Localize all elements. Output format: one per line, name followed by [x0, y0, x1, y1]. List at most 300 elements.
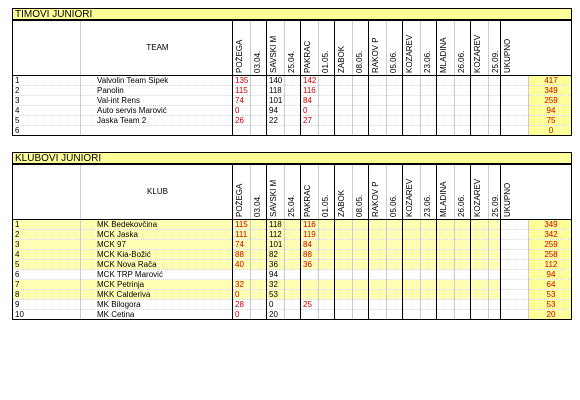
empty-cell	[471, 220, 489, 230]
table-row	[13, 250, 572, 260]
empty-cell	[353, 220, 369, 230]
table-row	[13, 240, 572, 250]
spacer-cell	[501, 126, 529, 136]
empty-cell	[489, 300, 501, 310]
score-cell: 101	[267, 240, 285, 250]
empty-cell	[267, 126, 285, 136]
column-header	[387, 165, 403, 220]
empty-cell	[421, 96, 437, 106]
column-header-label: KOZAREV	[473, 178, 482, 217]
empty-cell	[471, 96, 489, 106]
score-cell: 20	[267, 310, 285, 320]
empty-cell	[403, 260, 421, 270]
score-cell: 101	[267, 96, 285, 106]
empty-cell	[489, 240, 501, 250]
empty-cell	[251, 260, 267, 270]
column-header-label: KOZAREV	[405, 178, 414, 217]
empty-cell	[285, 126, 301, 136]
name-cell: Val-int Rens	[81, 96, 233, 106]
empty-cell	[387, 300, 403, 310]
empty-cell	[471, 280, 489, 290]
score-cell: 84	[301, 240, 319, 250]
rank-cell: 6	[13, 270, 81, 280]
name-cell: MCK Petrinja	[81, 280, 233, 290]
column-header-label: 08.05.	[355, 194, 364, 217]
empty-cell	[319, 76, 335, 86]
table-row	[13, 260, 572, 270]
spacer-cell	[501, 270, 529, 280]
total-cell: 75	[529, 116, 572, 126]
empty-cell	[421, 116, 437, 126]
total-cell: 112	[529, 260, 572, 270]
score-cell: 32	[267, 280, 285, 290]
table-row	[13, 230, 572, 240]
empty-cell	[319, 290, 335, 300]
empty-cell	[403, 116, 421, 126]
empty-cell	[471, 230, 489, 240]
score-cell: 0	[267, 300, 285, 310]
empty-cell	[251, 250, 267, 260]
total-cell: 349	[529, 220, 572, 230]
name-cell: MKK Calderiva	[81, 290, 233, 300]
empty-cell	[251, 270, 267, 280]
empty-cell	[455, 240, 471, 250]
empty-cell	[455, 310, 471, 320]
rank-cell: 7	[13, 280, 81, 290]
rank-cell: 2	[13, 230, 81, 240]
empty-cell	[335, 96, 353, 106]
clubs-title: KLUBOVI JUNIORI	[12, 152, 572, 164]
column-header	[403, 165, 421, 220]
score-cell: 82	[267, 250, 285, 260]
column-header	[403, 21, 421, 76]
column-header-label: 05.06.	[389, 194, 398, 217]
total-cell: 94	[529, 106, 572, 116]
empty-cell	[455, 290, 471, 300]
empty-cell	[403, 300, 421, 310]
empty-cell	[421, 280, 437, 290]
column-header-label: 23.06.	[423, 50, 432, 73]
empty-cell	[335, 270, 353, 280]
rank-header	[13, 21, 81, 76]
score-cell: 74	[233, 96, 251, 106]
empty-cell	[437, 260, 455, 270]
column-header-label: PAKRAC	[303, 40, 312, 73]
column-header	[455, 165, 471, 220]
column-header-label: 25.04.	[287, 50, 296, 73]
name-cell: MK Cetina	[81, 310, 233, 320]
rank-cell: 6	[13, 126, 81, 136]
empty-cell	[437, 240, 455, 250]
column-header-label: KOZAREV	[473, 34, 482, 73]
table-row	[13, 86, 572, 96]
table-row	[13, 116, 572, 126]
score-cell: 28	[233, 300, 251, 310]
empty-cell	[335, 86, 353, 96]
column-header	[455, 21, 471, 76]
empty-cell	[335, 260, 353, 270]
empty-cell	[369, 86, 387, 96]
clubs-section	[12, 152, 572, 320]
empty-cell	[319, 250, 335, 260]
column-header	[369, 165, 387, 220]
column-header	[267, 165, 285, 220]
empty-cell	[285, 96, 301, 106]
empty-cell	[319, 126, 335, 136]
name-cell: MK Bedekovčina	[81, 220, 233, 230]
column-header	[421, 165, 437, 220]
table-row	[13, 220, 572, 230]
empty-cell	[353, 260, 369, 270]
empty-cell	[387, 96, 403, 106]
empty-cell	[319, 230, 335, 240]
table-row	[13, 310, 572, 320]
name-cell: Valvolin Team Sipek	[81, 76, 233, 86]
score-cell: 111	[233, 230, 251, 240]
empty-cell	[319, 270, 335, 280]
empty-cell	[403, 310, 421, 320]
empty-cell	[369, 106, 387, 116]
score-cell: 0	[233, 310, 251, 320]
empty-cell	[471, 260, 489, 270]
rank-cell: 4	[13, 250, 81, 260]
total-cell: 259	[529, 240, 572, 250]
name-cell: Panolin	[81, 86, 233, 96]
empty-cell	[335, 106, 353, 116]
spacer-cell	[501, 96, 529, 106]
empty-cell	[353, 300, 369, 310]
empty-cell	[335, 240, 353, 250]
empty-cell	[251, 220, 267, 230]
empty-cell	[437, 116, 455, 126]
empty-cell	[437, 230, 455, 240]
empty-cell	[421, 290, 437, 300]
column-header-label: 08.05.	[355, 50, 364, 73]
column-header-label: 26.06.	[457, 50, 466, 73]
rank-cell: 4	[13, 106, 81, 116]
empty-cell	[335, 280, 353, 290]
empty-cell	[437, 280, 455, 290]
empty-cell	[285, 86, 301, 96]
name-header: TEAM	[81, 21, 233, 76]
empty-cell	[319, 260, 335, 270]
empty-cell	[421, 126, 437, 136]
empty-cell	[353, 230, 369, 240]
spacer-cell	[501, 220, 529, 230]
empty-cell	[353, 106, 369, 116]
empty-cell	[301, 280, 319, 290]
column-header-label: 25.04.	[287, 194, 296, 217]
table-row	[13, 280, 572, 290]
total-cell: 342	[529, 230, 572, 240]
empty-cell	[319, 240, 335, 250]
column-header-label: KOZAREV	[405, 34, 414, 73]
empty-cell	[353, 86, 369, 96]
empty-cell	[471, 300, 489, 310]
empty-cell	[421, 260, 437, 270]
score-cell: 36	[301, 260, 319, 270]
table-row	[13, 96, 572, 106]
empty-cell	[437, 76, 455, 86]
name-cell: MCK Kia-Božić	[81, 250, 233, 260]
spacer-cell	[501, 106, 529, 116]
empty-cell	[455, 220, 471, 230]
empty-cell	[471, 310, 489, 320]
empty-cell	[369, 310, 387, 320]
empty-cell	[251, 86, 267, 96]
empty-cell	[489, 310, 501, 320]
rank-cell: 1	[13, 76, 81, 86]
rank-cell: 1	[13, 220, 81, 230]
header-row	[13, 165, 572, 220]
column-header-label: UKUPNO	[503, 182, 512, 217]
teams-section	[12, 8, 572, 136]
empty-cell	[489, 280, 501, 290]
empty-cell	[387, 270, 403, 280]
empty-cell	[437, 106, 455, 116]
empty-cell	[437, 96, 455, 106]
empty-cell	[387, 126, 403, 136]
empty-cell	[421, 106, 437, 116]
rank-cell: 9	[13, 300, 81, 310]
empty-cell	[403, 220, 421, 230]
score-cell: 27	[301, 116, 319, 126]
score-cell: 40	[233, 260, 251, 270]
empty-cell	[335, 250, 353, 260]
score-cell: 135	[233, 76, 251, 86]
column-header	[437, 165, 455, 220]
empty-cell	[251, 300, 267, 310]
empty-cell	[387, 250, 403, 260]
score-cell: 0	[301, 106, 319, 116]
column-header-label: 23.06.	[423, 194, 432, 217]
empty-cell	[455, 230, 471, 240]
empty-cell	[285, 220, 301, 230]
empty-cell	[319, 86, 335, 96]
empty-cell	[421, 240, 437, 250]
empty-cell	[353, 126, 369, 136]
empty-cell	[369, 250, 387, 260]
empty-cell	[403, 270, 421, 280]
empty-cell	[455, 250, 471, 260]
score-cell: 36	[267, 260, 285, 270]
empty-cell	[489, 126, 501, 136]
column-header-label: POŽEGA	[235, 183, 244, 217]
name-cell: MCK TRP Marović	[81, 270, 233, 280]
score-cell: 22	[267, 116, 285, 126]
empty-cell	[489, 270, 501, 280]
rank-header	[13, 165, 81, 220]
empty-cell	[285, 280, 301, 290]
column-header	[251, 21, 267, 76]
column-header	[301, 165, 319, 220]
empty-cell	[285, 240, 301, 250]
score-cell: 88	[233, 250, 251, 260]
table-row	[13, 126, 572, 136]
empty-cell	[437, 310, 455, 320]
empty-cell	[251, 240, 267, 250]
spacer-cell	[501, 250, 529, 260]
column-header	[335, 165, 353, 220]
spacer-cell	[501, 300, 529, 310]
empty-cell	[319, 310, 335, 320]
empty-cell	[403, 250, 421, 260]
score-cell: 25	[301, 300, 319, 310]
empty-cell	[489, 260, 501, 270]
empty-cell	[471, 250, 489, 260]
column-header	[471, 21, 489, 76]
column-header	[335, 21, 353, 76]
empty-cell	[369, 290, 387, 300]
empty-cell	[403, 126, 421, 136]
column-header	[501, 165, 572, 220]
empty-cell	[421, 250, 437, 260]
column-header-label: 05.06.	[389, 50, 398, 73]
column-header	[301, 21, 319, 76]
empty-cell	[387, 240, 403, 250]
total-cell: 417	[529, 76, 572, 86]
total-cell: 94	[529, 270, 572, 280]
empty-cell	[251, 230, 267, 240]
empty-cell	[251, 116, 267, 126]
empty-cell	[403, 290, 421, 300]
empty-cell	[353, 240, 369, 250]
column-header	[233, 21, 251, 76]
empty-cell	[471, 270, 489, 280]
empty-cell	[489, 230, 501, 240]
teams-table	[12, 20, 572, 136]
total-cell: 64	[529, 280, 572, 290]
name-cell: Jaska Team 2	[81, 116, 233, 126]
empty-cell	[489, 76, 501, 86]
column-header-label: MLADINA	[439, 181, 448, 217]
total-cell: 349	[529, 86, 572, 96]
empty-cell	[437, 86, 455, 96]
column-header-label: UKUPNO	[503, 38, 512, 73]
empty-cell	[285, 230, 301, 240]
column-header-label: 26.06.	[457, 194, 466, 217]
table-row	[13, 300, 572, 310]
empty-cell	[353, 280, 369, 290]
empty-cell	[353, 96, 369, 106]
score-cell: 94	[267, 270, 285, 280]
column-header-label: RAKOV P	[371, 37, 380, 73]
rank-cell: 3	[13, 96, 81, 106]
empty-cell	[353, 290, 369, 300]
empty-cell	[251, 106, 267, 116]
empty-cell	[353, 116, 369, 126]
empty-cell	[251, 96, 267, 106]
empty-cell	[455, 106, 471, 116]
empty-cell	[251, 310, 267, 320]
empty-cell	[471, 240, 489, 250]
empty-cell	[387, 106, 403, 116]
empty-cell	[489, 220, 501, 230]
empty-cell	[455, 270, 471, 280]
empty-cell	[403, 96, 421, 106]
empty-cell	[387, 230, 403, 240]
column-header	[489, 165, 501, 220]
column-header-label: POŽEGA	[235, 39, 244, 73]
column-header	[471, 165, 489, 220]
empty-cell	[437, 220, 455, 230]
rank-cell: 3	[13, 240, 81, 250]
column-header-label: 03.04.	[253, 50, 262, 73]
spacer-cell	[501, 310, 529, 320]
name-cell: MK Bilogora	[81, 300, 233, 310]
empty-cell	[369, 280, 387, 290]
empty-cell	[335, 220, 353, 230]
empty-cell	[369, 270, 387, 280]
column-header	[489, 21, 501, 76]
empty-cell	[421, 310, 437, 320]
column-header-label: RAKOV P	[371, 181, 380, 217]
empty-cell	[301, 290, 319, 300]
column-header	[421, 21, 437, 76]
empty-cell	[251, 76, 267, 86]
spacer-cell	[501, 86, 529, 96]
empty-cell	[335, 290, 353, 300]
spacer-cell	[501, 116, 529, 126]
empty-cell	[387, 76, 403, 86]
table-row	[13, 290, 572, 300]
empty-cell	[387, 260, 403, 270]
empty-cell	[369, 126, 387, 136]
empty-cell	[369, 240, 387, 250]
empty-cell	[387, 290, 403, 300]
empty-cell	[471, 106, 489, 116]
empty-cell	[335, 310, 353, 320]
empty-cell	[471, 126, 489, 136]
empty-cell	[319, 220, 335, 230]
column-header-label: 25.09.	[491, 50, 500, 73]
empty-cell	[335, 300, 353, 310]
empty-cell	[369, 230, 387, 240]
column-header-label: 01.05.	[321, 50, 330, 73]
empty-cell	[285, 300, 301, 310]
empty-cell	[251, 290, 267, 300]
spacer-cell	[501, 240, 529, 250]
empty-cell	[437, 300, 455, 310]
score-cell: 53	[267, 290, 285, 300]
column-header	[285, 165, 301, 220]
empty-cell	[471, 290, 489, 300]
empty-cell	[319, 106, 335, 116]
column-header	[267, 21, 285, 76]
name-cell: MCK Nova Rača	[81, 260, 233, 270]
column-header	[319, 165, 335, 220]
header-row	[13, 21, 572, 76]
empty-cell	[403, 86, 421, 96]
total-cell: 0	[529, 126, 572, 136]
empty-cell	[369, 96, 387, 106]
column-header-label: 25.09.	[491, 194, 500, 217]
empty-cell	[335, 76, 353, 86]
score-cell: 119	[301, 230, 319, 240]
empty-cell	[353, 250, 369, 260]
empty-cell	[319, 300, 335, 310]
total-cell: 259	[529, 96, 572, 106]
empty-cell	[369, 260, 387, 270]
score-cell: 140	[267, 76, 285, 86]
empty-cell	[421, 300, 437, 310]
empty-cell	[301, 310, 319, 320]
spacer-cell	[501, 290, 529, 300]
empty-cell	[319, 96, 335, 106]
empty-cell	[421, 76, 437, 86]
empty-cell	[319, 280, 335, 290]
empty-cell	[403, 280, 421, 290]
